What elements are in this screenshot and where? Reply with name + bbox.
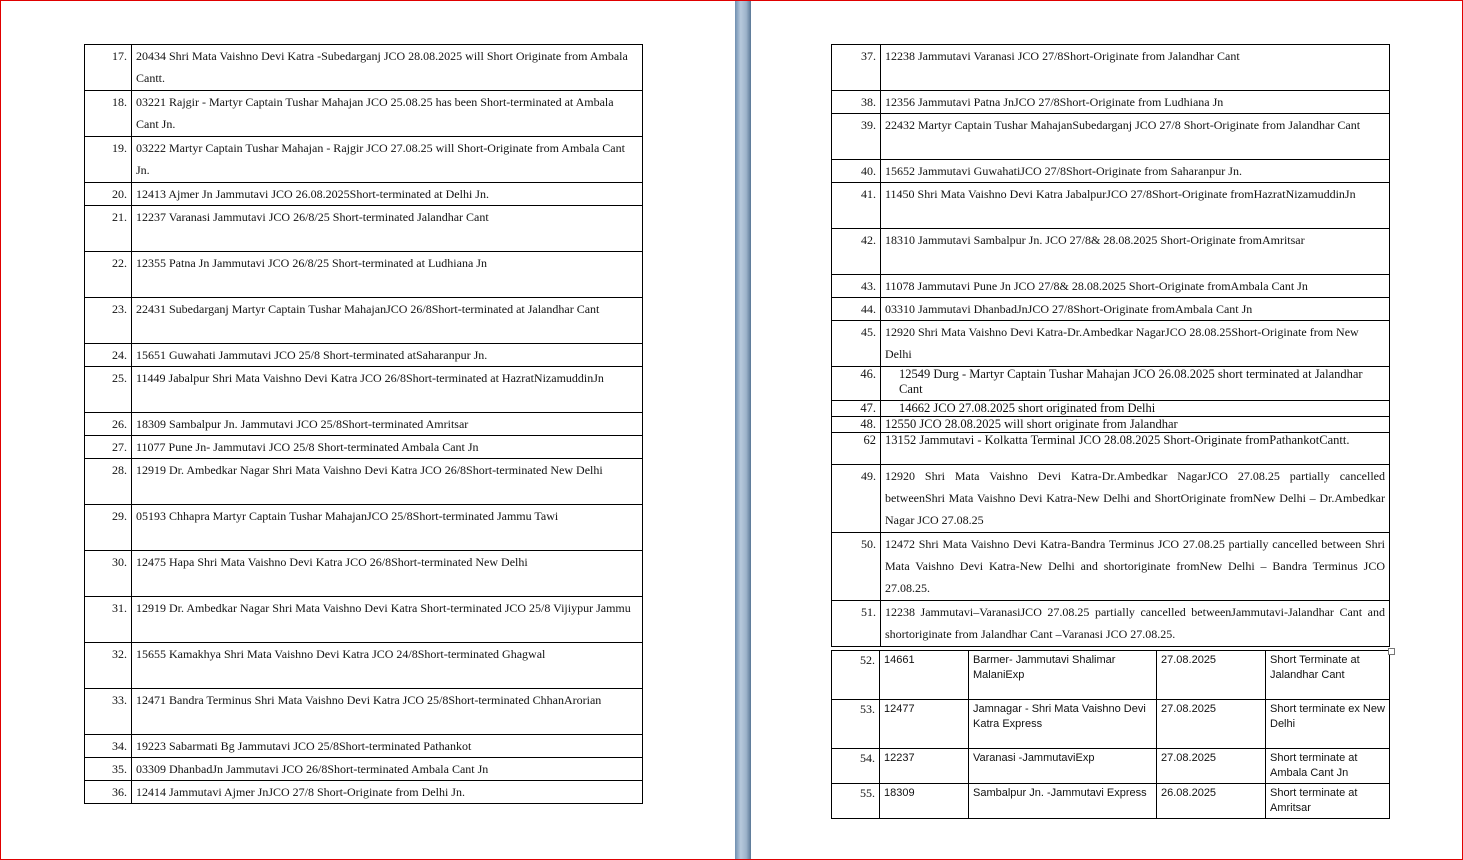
row-text: 18310 Jammutavi Sambalpur Jn. JCO 27/8& 28.08.2025 Short-Originate fromAmritsar: [881, 229, 1390, 275]
table-row: [832, 465, 1390, 533]
row-text: 12414 Jammutavi Ajmer JnJCO 27/8 Short-Originate from Delhi Jn.: [132, 781, 643, 804]
table-row: [85, 45, 643, 91]
row-number: 46.: [832, 367, 881, 401]
train-number: 12237: [880, 749, 969, 784]
row-number: 40.: [832, 160, 881, 183]
table-row: [832, 601, 1390, 647]
row-number: 25.: [85, 367, 132, 413]
table-resize-handle[interactable]: [1388, 648, 1395, 655]
table-row: [85, 252, 643, 298]
row-number: 42.: [832, 229, 881, 275]
page-divider: [735, 0, 751, 860]
table-row: [832, 321, 1390, 367]
row-text: 12919 Dr. Ambedkar Nagar Shri Mata Vaishno Devi Katra JCO 26/8Short-terminated New Delhi: [132, 459, 643, 505]
row-number: 47.: [832, 401, 881, 417]
row-number: 37.: [832, 45, 881, 91]
table-row: [85, 505, 643, 551]
row-text: 12238 Jammutavi Varanasi JCO 27/8Short-Originate from Jalandhar Cant: [881, 45, 1390, 91]
action-cell: Short terminate at Amritsar: [1266, 784, 1390, 819]
row-text: 12355 Patna Jn Jammutavi JCO 26/8/25 Short-terminated at Ludhiana Jn: [132, 252, 643, 298]
train-number: 14661: [880, 651, 969, 700]
row-number: 36.: [85, 781, 132, 804]
row-text: 12550 JCO 28.08.2025 will short originate from Jalandhar: [881, 417, 1390, 433]
table-row: [832, 45, 1390, 91]
table-row: [832, 114, 1390, 160]
right-schedule-table: [831, 650, 1390, 819]
right-notice-table: [831, 44, 1390, 647]
row-text: 12413 Ajmer Jn Jammutavi JCO 26.08.2025Short-terminated at Delhi Jn.: [132, 183, 643, 206]
row-text: 03221 Rajgir - Martyr Captain Tushar Mahajan JCO 25.08.25 has been Short-terminated at Ambala Cant Jn.: [132, 91, 643, 137]
row-number: 35.: [85, 758, 132, 781]
row-number: 39.: [832, 114, 881, 160]
row-text: 19223 Sabarmati Bg Jammutavi JCO 25/8Short-terminated Pathankot: [132, 735, 643, 758]
row-text: 22432 Martyr Captain Tushar MahajanSubedarganj JCO 27/8 Short-Originate from Jalandhar Cant: [881, 114, 1390, 160]
row-number: 50.: [832, 533, 881, 601]
row-number: 17.: [85, 45, 132, 91]
table-row: [85, 459, 643, 505]
table-row: [832, 433, 1390, 465]
table-row: [832, 367, 1390, 401]
row-text: 12475 Hapa Shri Mata Vaishno Devi Katra JCO 26/8Short-terminated New Delhi: [132, 551, 643, 597]
table-row: [832, 749, 1390, 784]
table-row: [85, 344, 643, 367]
row-number: 33.: [85, 689, 132, 735]
row-text: 22431 Subedarganj Martyr Captain Tushar MahajanJCO 26/8Short-terminated at Jalandhar Cant: [132, 298, 643, 344]
row-text: 13152 Jammutavi - Kolkatta Terminal JCO 28.08.2025 Short-Originate fromPathankotCantt.: [881, 433, 1390, 465]
row-text: 15651 Guwahati Jammutavi JCO 25/8 Short-terminated atSaharanpur Jn.: [132, 344, 643, 367]
row-text: 12549 Durg - Martyr Captain Tushar Mahajan JCO 26.08.2025 short terminated at Jalandhar Cant: [881, 367, 1390, 401]
row-number: 54.: [832, 749, 880, 784]
row-number: 41.: [832, 183, 881, 229]
row-number: 32.: [85, 643, 132, 689]
row-number: 55.: [832, 784, 880, 819]
row-number: 20.: [85, 183, 132, 206]
table-row: [85, 735, 643, 758]
table-row: [832, 183, 1390, 229]
row-text: 12237 Varanasi Jammutavi JCO 26/8/25 Short-terminated Jalandhar Cant: [132, 206, 643, 252]
action-cell: Short Terminate at Jalandhar Cant: [1266, 651, 1390, 700]
row-number: 30.: [85, 551, 132, 597]
row-text: 03222 Martyr Captain Tushar Mahajan - Rajgir JCO 27.08.25 will Short-Originate from Ambala Cant Jn.: [132, 137, 643, 183]
row-text: 18309 Sambalpur Jn. Jammutavi JCO 25/8Short-terminated Amritsar: [132, 413, 643, 436]
table-row: [85, 137, 643, 183]
table-row: [832, 91, 1390, 114]
row-number: 23.: [85, 298, 132, 344]
route-name: Barmer- Jammutavi Shalimar MalaniExp: [969, 651, 1157, 700]
table-row: [85, 758, 643, 781]
row-text: 12238 Jammutavi–VaranasiJCO 27.08.25 partially cancelled betweenJammutavi-Jalandhar Cant and shortoriginate from Jalandhar Cant –Varanasi JCO 27.08.25.: [881, 601, 1390, 647]
table-row: [85, 436, 643, 459]
row-number: 43.: [832, 275, 881, 298]
row-number: 38.: [832, 91, 881, 114]
row-text: 12356 Jammutavi Patna JnJCO 27/8Short-Originate from Ludhiana Jn: [881, 91, 1390, 114]
table-row: [85, 298, 643, 344]
table-row: [832, 700, 1390, 749]
table-row: [832, 784, 1390, 819]
row-number: 19.: [85, 137, 132, 183]
row-text: 14662 JCO 27.08.2025 short originated from Delhi: [881, 401, 1390, 417]
row-text: 03309 DhanbadJn Jammutavi JCO 26/8Short-terminated Ambala Cant Jn: [132, 758, 643, 781]
row-text: 15652 Jammutavi GuwahatiJCO 27/8Short-Originate from Saharanpur Jn.: [881, 160, 1390, 183]
action-cell: Short terminate ex New Delhi: [1266, 700, 1390, 749]
table-row: [85, 597, 643, 643]
table-row: [832, 417, 1390, 433]
train-number: 12477: [880, 700, 969, 749]
row-number: 53.: [832, 700, 880, 749]
table-row: [85, 551, 643, 597]
row-number: 27.: [85, 436, 132, 459]
row-text: 12920 Shri Mata Vaishno Devi Katra-Dr.Ambedkar NagarJCO 27.08.25 partially cancelled betweenShri Mata Vaishno Devi Katra-New Delhi and ShortOriginate fromNew Delhi – Dr.Ambedkar Nagar JCO 27.08.25: [881, 465, 1390, 533]
table-row: [85, 689, 643, 735]
row-text: 12472 Shri Mata Vaishno Devi Katra-Bandra Terminus JCO 27.08.25 partially cancelled between Shri Mata Vaishno Devi Katra-New Delhi and shortoriginate fromNew Delhi – Bandra Terminus JCO 27.08.25.: [881, 533, 1390, 601]
row-number: 26.: [85, 413, 132, 436]
date-cell: 27.08.2025: [1157, 700, 1266, 749]
row-number: 44.: [832, 298, 881, 321]
table-row: [85, 206, 643, 252]
table-row: [832, 651, 1390, 700]
row-text: 12471 Bandra Terminus Shri Mata Vaishno Devi Katra JCO 25/8Short-terminated ChhanArorian: [132, 689, 643, 735]
table-row: [832, 229, 1390, 275]
row-text: 11449 Jabalpur Shri Mata Vaishno Devi Katra JCO 26/8Short-terminated at HazratNizamuddinJn: [132, 367, 643, 413]
row-text: 05193 Chhapra Martyr Captain Tushar MahajanJCO 25/8Short-terminated Jammu Tawi: [132, 505, 643, 551]
row-number: 51.: [832, 601, 881, 647]
row-number: 45.: [832, 321, 881, 367]
row-text: 15655 Kamakhya Shri Mata Vaishno Devi Katra JCO 24/8Short-terminated Ghagwal: [132, 643, 643, 689]
date-cell: 27.08.2025: [1157, 651, 1266, 700]
row-number: 28.: [85, 459, 132, 505]
table-row: [832, 298, 1390, 321]
row-text: 03310 Jammutavi DhanbadJnJCO 27/8Short-Originate fromAmbala Cant Jn: [881, 298, 1390, 321]
row-number: 29.: [85, 505, 132, 551]
row-number: 34.: [85, 735, 132, 758]
row-number: 49.: [832, 465, 881, 533]
left-notice-table: [84, 44, 643, 804]
table-row: [85, 413, 643, 436]
table-row: [832, 533, 1390, 601]
row-number: 21.: [85, 206, 132, 252]
row-text: 20434 Shri Mata Vaishno Devi Katra -Subedarganj JCO 28.08.2025 will Short Originate from Ambala Cantt.: [132, 45, 643, 91]
table-row: [85, 781, 643, 804]
row-number: 22.: [85, 252, 132, 298]
table-row: [85, 367, 643, 413]
row-text: 12920 Shri Mata Vaishno Devi Katra-Dr.Ambedkar NagarJCO 28.08.25Short-Originate from New Delhi: [881, 321, 1390, 367]
row-text: 11077 Pune Jn- Jammutavi JCO 25/8 Short-terminated Ambala Cant Jn: [132, 436, 643, 459]
row-number: 31.: [85, 597, 132, 643]
date-cell: 26.08.2025: [1157, 784, 1266, 819]
row-number: 24.: [85, 344, 132, 367]
table-row: [832, 275, 1390, 298]
action-cell: Short terminate at Ambala Cant Jn: [1266, 749, 1390, 784]
date-cell: 27.08.2025: [1157, 749, 1266, 784]
row-text: 12919 Dr. Ambedkar Nagar Shri Mata Vaishno Devi Katra Short-terminated JCO 25/8 Vijiypur Jammu: [132, 597, 643, 643]
route-name: Jamnagar - Shri Mata Vaishno Devi Katra Express: [969, 700, 1157, 749]
table-row: [85, 91, 643, 137]
train-number: 18309: [880, 784, 969, 819]
row-number: 18.: [85, 91, 132, 137]
table-row: [85, 183, 643, 206]
row-number: 52.: [832, 651, 880, 700]
row-text: 11078 Jammutavi Pune Jn JCO 27/8& 28.08.2025 Short-Originate fromAmbala Cant Jn: [881, 275, 1390, 298]
table-row: [832, 160, 1390, 183]
route-name: Varanasi -JammutaviExp: [969, 749, 1157, 784]
route-name: Sambalpur Jn. -Jammutavi Express: [969, 784, 1157, 819]
row-number: 48.: [832, 417, 881, 433]
table-row: [85, 643, 643, 689]
row-text: 11450 Shri Mata Vaishno Devi Katra JabalpurJCO 27/8Short-Originate fromHazratNizamuddinJn: [881, 183, 1390, 229]
table-row: [832, 401, 1390, 417]
row-number: 62: [832, 433, 881, 465]
